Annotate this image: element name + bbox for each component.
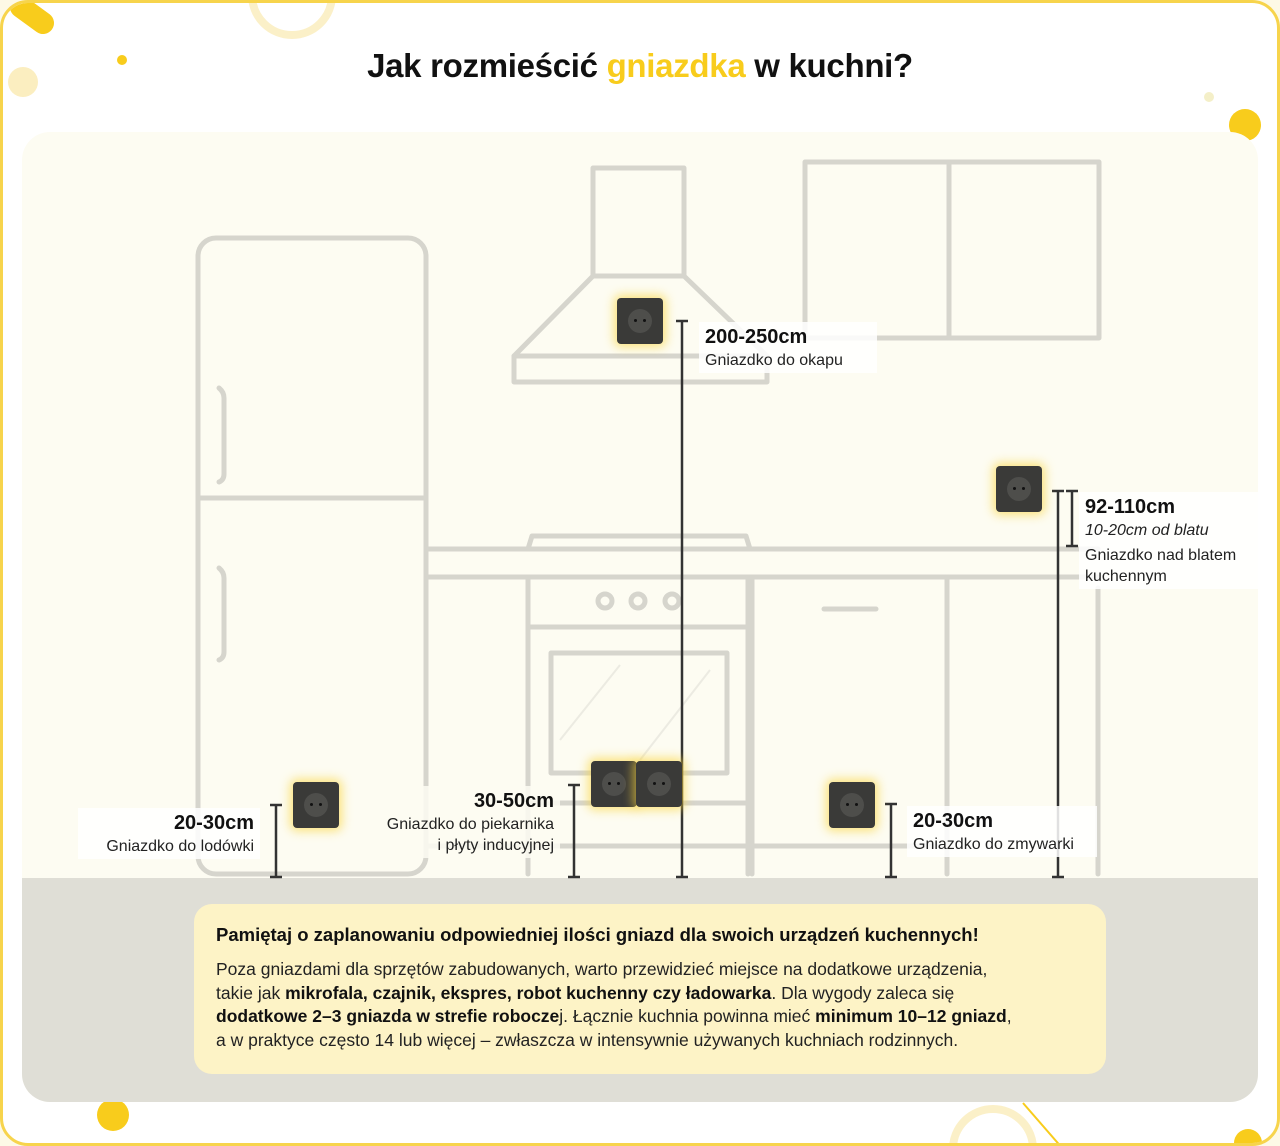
title-text-before: Jak rozmieścić <box>367 47 607 84</box>
socket-induction-icon <box>636 761 682 807</box>
title-text-after: w kuchni? <box>745 47 913 84</box>
info-box-heading: Pamiętaj o zaplanowaniu odpowiedniej ilości gniazd dla swoich urządzeń kuchennych! <box>216 924 979 945</box>
info-line-2-post: . Dla wygody zaleca się <box>771 982 955 1003</box>
label-hood-description: Gniazdko do okapu <box>705 352 843 369</box>
title-accent-word: gniazdka <box>606 47 746 84</box>
label-hood-height: 200-250cm <box>705 326 808 348</box>
socket-hood-icon <box>617 298 663 344</box>
info-box <box>194 904 1106 1074</box>
info-line-1: Poza gniazdami dla sprzętów zabudowanych, warto przewidzieć miejsce na dodatkowe urządzenia, <box>216 959 988 979</box>
label-counter-description-line1: Gniazdko nad blatem <box>1085 547 1237 564</box>
label-fridge-height: 20-30cm <box>173 812 254 834</box>
label-hood <box>699 322 877 373</box>
label-counter-height: 92-110cm <box>1085 496 1176 518</box>
info-line-3 <box>216 1005 1084 1029</box>
label-dishwasher-description: Gniazdko do zmywarki <box>913 836 1074 853</box>
label-oven-description-line2: i płyty inducyjnej <box>437 837 554 854</box>
info-line-3-mid: j. Łącznie kuchnia powinna mieć <box>559 1006 816 1026</box>
info-line-2 <box>216 982 1084 1006</box>
info-line-3-post: , <box>1006 1006 1012 1026</box>
label-counter-description-line2: kuchennym <box>1085 568 1167 585</box>
info-line-3-bold2: minimum 10–12 gniazd <box>815 1006 1007 1026</box>
info-line-3-bold: dodatkowe 2–3 gniazda w strefie robocze <box>216 1006 560 1026</box>
label-dishwasher <box>907 806 1097 857</box>
label-counter <box>1079 492 1259 589</box>
socket-dishwasher-icon <box>829 782 875 828</box>
info-line-4: a w praktyce często 14 lub więcej – zwłaszcza w intensywnie używanych kuchniach rodzinnych. <box>216 1029 959 1050</box>
label-fridge-description: Gniazdko do lodówki <box>106 838 254 855</box>
page-title <box>3 47 1277 85</box>
info-line-2-pre: takie jak <box>216 982 286 1003</box>
label-oven-height: 30-50cm <box>473 790 554 812</box>
info-line-2-bold: mikrofala, czajnik, ekspres, robot kuchenny czy ładowarka <box>285 982 772 1003</box>
socket-oven-icon <box>591 761 637 807</box>
label-counter-note: 10-20cm od blatu <box>1085 522 1209 539</box>
label-dishwasher-height: 20-30cm <box>913 810 994 832</box>
socket-counter-icon <box>996 466 1042 512</box>
label-oven-description-line1: Gniazdko do piekarnika <box>386 816 554 833</box>
label-fridge <box>78 808 260 859</box>
info-box-body <box>216 958 1084 1052</box>
socket-fridge-icon <box>293 782 339 828</box>
label-oven <box>360 786 560 858</box>
